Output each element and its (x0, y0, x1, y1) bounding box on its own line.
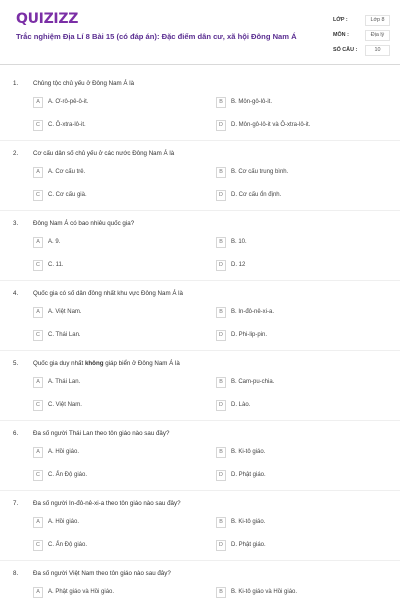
option-a[interactable] (33, 447, 213, 460)
meta-grade (333, 14, 391, 27)
option-a[interactable] (33, 517, 213, 530)
option-letter-box: C (33, 470, 43, 481)
question-text: Đa số người Thái Lan theo tôn giáo nào sau đây? (33, 430, 170, 437)
option-b[interactable] (216, 237, 396, 250)
option-b[interactable] (216, 167, 396, 180)
option-letter-box: B (216, 377, 226, 388)
option-a[interactable] (33, 237, 213, 250)
question-text: Đa số người Việt Nam theo tôn giáo nào sau đây? (33, 570, 171, 577)
question-number: 6. (13, 430, 19, 437)
question-3 (0, 220, 400, 290)
option-b[interactable] (216, 517, 396, 530)
question-divider (0, 350, 400, 351)
question-number: 4. (13, 290, 19, 297)
option-c[interactable] (33, 120, 213, 133)
question-divider (0, 420, 400, 421)
option-letter-box: B (216, 97, 226, 108)
option-text: D. Môn-gô-lô-it và Ô-xtra-lô-it. (231, 122, 311, 128)
option-letter-box: B (216, 307, 226, 318)
option-letter-box: D (216, 120, 226, 131)
question-text: Quốc gia có số dân đông nhất khu vực Đông Nam Á là (33, 290, 183, 297)
option-a[interactable] (33, 587, 213, 600)
option-b[interactable] (216, 377, 396, 390)
option-a[interactable] (33, 307, 213, 320)
option-d[interactable] (216, 540, 396, 553)
option-c[interactable] (33, 260, 213, 273)
quizizz-logo: QUIZIZZ (16, 11, 79, 27)
option-text: B. In-đô-nê-xi-a. (231, 309, 275, 315)
question-number: 3. (13, 220, 19, 227)
question-text-emphasis: không (84, 360, 104, 367)
meta-question-count-label: SỐ CÂU : (333, 47, 358, 53)
question-1 (0, 80, 400, 150)
option-d[interactable] (216, 400, 396, 413)
option-text: C. Ô-xtra-lô-it. (48, 122, 86, 128)
option-letter-box: D (216, 190, 226, 201)
option-text: D. Cơ cấu ổn định. (231, 192, 282, 198)
option-a[interactable] (33, 97, 213, 110)
option-letter-box: A (33, 167, 43, 178)
question-number: 7. (13, 500, 19, 507)
option-b[interactable] (216, 97, 396, 110)
question-divider (0, 280, 400, 281)
meta-grade-label: LỚP : (333, 17, 348, 23)
option-letter-box: B (216, 517, 226, 528)
option-c[interactable] (33, 540, 213, 553)
option-text: A. Cơ cấu trẻ. (48, 169, 86, 175)
meta-subject-value: Địa lý (365, 30, 390, 41)
option-text: B. Môn-gô-lô-it. (231, 99, 273, 105)
option-text: B. Ki-tô giáo. (231, 519, 266, 525)
option-letter-box: C (33, 120, 43, 131)
option-c[interactable] (33, 400, 213, 413)
option-a[interactable] (33, 167, 213, 180)
question-text: Đông Nam Á có bao nhiêu quốc gia? (33, 220, 135, 227)
option-text: A. Hồi giáo. (48, 449, 80, 455)
option-letter-box: A (33, 377, 43, 388)
option-text: A. Phật giáo và Hồi giáo. (48, 589, 115, 595)
option-b[interactable] (216, 447, 396, 460)
option-c[interactable] (33, 470, 213, 483)
option-letter-box: A (33, 517, 43, 528)
meta-subject (333, 29, 391, 42)
option-text: D. Lào. (231, 402, 251, 408)
option-letter-box: D (216, 400, 226, 411)
question-6 (0, 430, 400, 500)
option-text: C. Thái Lan. (48, 332, 81, 338)
option-text: B. Cam-pu-chia. (231, 379, 275, 385)
question-5 (0, 360, 400, 430)
option-letter-box: B (216, 167, 226, 178)
option-letter-box: B (216, 447, 226, 458)
option-d[interactable] (216, 190, 396, 203)
option-letter-box: B (216, 237, 226, 248)
question-divider (0, 210, 400, 211)
option-text: A. Hồi giáo. (48, 519, 80, 525)
option-d[interactable] (216, 330, 396, 343)
option-b[interactable] (216, 307, 396, 320)
option-letter-box: C (33, 330, 43, 341)
meta-question-count (333, 44, 391, 57)
option-letter-box: A (33, 97, 43, 108)
meta-grade-value: Lớp 8 (365, 15, 390, 26)
option-text: C. Ấn Độ giáo. (48, 472, 88, 478)
option-text: D. Phật giáo. (231, 542, 266, 548)
option-letter-box: A (33, 587, 43, 598)
option-text: A. Việt Nam. (48, 309, 82, 315)
option-text: C. Cơ cấu già. (48, 192, 87, 198)
option-text: B. Ki-tô giáo và Hồi giáo. (231, 589, 298, 595)
option-a[interactable] (33, 377, 213, 390)
question-text-part: giáp biển ở Đông Nam Á là (103, 360, 180, 367)
question-number: 2. (13, 150, 19, 157)
question-4 (0, 290, 400, 360)
question-divider (0, 490, 400, 491)
question-text: Chủng tộc chủ yếu ở Đông Nam Á là (33, 80, 135, 87)
option-text: C. 11. (48, 262, 64, 268)
option-letter-box: C (33, 540, 43, 551)
header-divider (0, 64, 400, 65)
option-c[interactable] (33, 330, 213, 343)
question-7 (0, 500, 400, 570)
option-d[interactable] (216, 470, 396, 483)
page-header (0, 0, 400, 64)
option-text: D. Phi-lip-pin. (231, 332, 268, 338)
option-text: C. Ấn Độ giáo. (48, 542, 88, 548)
question-divider (0, 560, 400, 561)
option-letter-box: A (33, 447, 43, 458)
option-d[interactable] (216, 260, 396, 273)
question-number: 1. (13, 80, 19, 87)
option-letter-box: A (33, 237, 43, 248)
option-text: D. 12 (231, 262, 246, 268)
option-b[interactable] (216, 587, 396, 600)
option-text: B. Ki-tô giáo. (231, 449, 266, 455)
option-d[interactable] (216, 120, 396, 133)
option-letter-box: D (216, 260, 226, 271)
option-text: D. Phật giáo. (231, 472, 266, 478)
option-letter-box: B (216, 587, 226, 598)
question-text-part: Quốc gia duy nhất (33, 360, 85, 367)
option-letter-box: D (216, 330, 226, 341)
page-title: Trắc nghiệm Địa Lí 8 Bài 15 (có đáp án): Đặc điểm dân cư, xã hội Đông Nam Á (16, 32, 297, 41)
option-letter-box: D (216, 470, 226, 481)
option-letter-box: C (33, 260, 43, 271)
option-letter-box: D (216, 540, 226, 551)
question-number: 8. (13, 570, 19, 577)
question-divider (0, 140, 400, 141)
option-text: A. 9. (48, 239, 61, 245)
question-text: Đa số người In-đô-nê-xi-a theo tôn giáo nào sau đây? (33, 500, 181, 507)
option-c[interactable] (33, 190, 213, 203)
option-letter-box: C (33, 400, 43, 411)
option-text: B. Cơ cấu trung bình. (231, 169, 289, 175)
question-text: Cơ cấu dân số chủ yếu ở các nước Đông Nam Á là (33, 150, 175, 157)
question-2 (0, 150, 400, 220)
option-text: A. Ơ-rô-pê-ô-it. (48, 99, 89, 105)
question-8 (0, 570, 400, 600)
option-text: A. Thái Lan. (48, 379, 81, 385)
option-letter-box: A (33, 307, 43, 318)
question-text (33, 360, 180, 367)
question-number: 5. (13, 360, 19, 367)
option-letter-box: C (33, 190, 43, 201)
meta-subject-label: MÔN : (333, 32, 349, 38)
meta-question-count-value: 10 (365, 45, 390, 56)
option-text: B. 10. (231, 239, 247, 245)
option-text: C. Việt Nam. (48, 402, 82, 408)
